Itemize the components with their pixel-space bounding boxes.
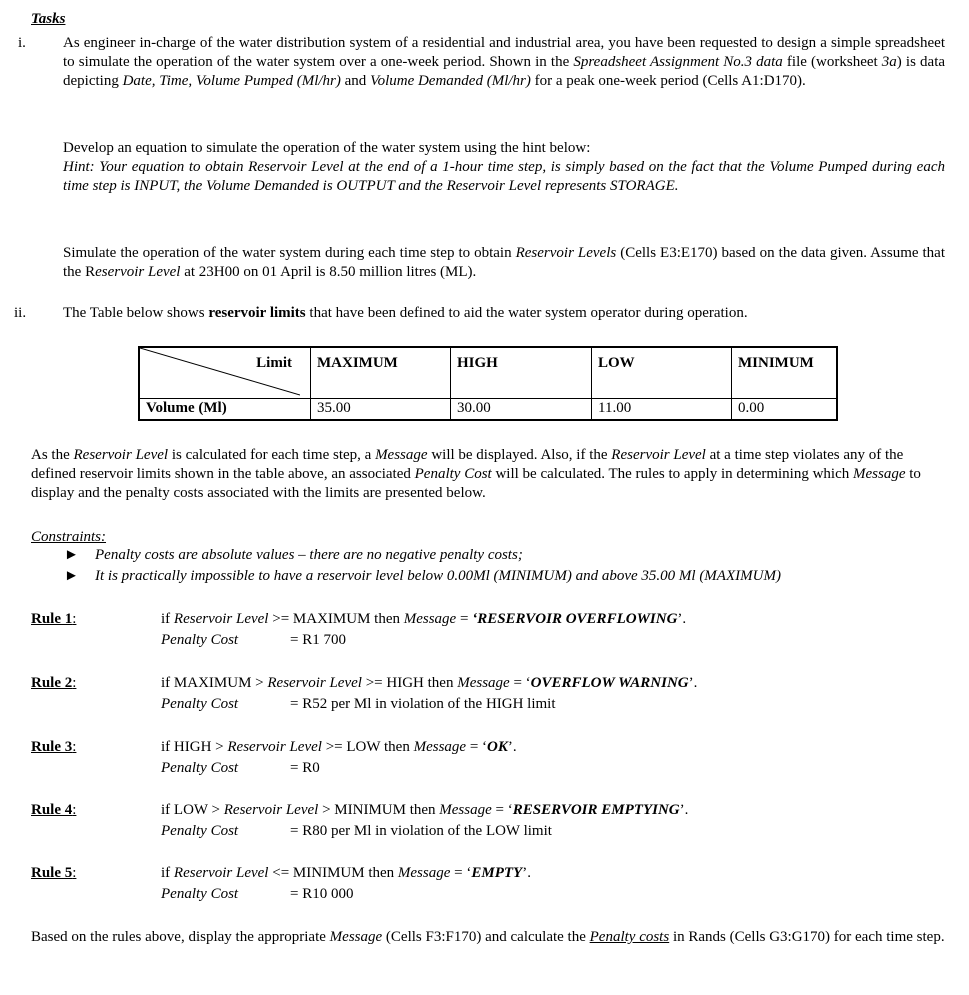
rule-label: Rule 1 [31, 611, 73, 627]
rule-label: Rule 2 [31, 675, 73, 691]
value-high: 30.00 [451, 399, 592, 421]
reservoir-limits-table [138, 346, 838, 421]
header-low: LOW [592, 347, 732, 399]
bullet-icon: ► [64, 547, 79, 563]
final-paragraph: Based on the rules above, display the appropriate Message (Cells F3:F170) and calculate the Penalty costs in Rands (Cells G3:G170) for each time step. [31, 929, 945, 945]
rule-condition: if MAXIMUM > Reservoir Level >= HIGH then Message = ‘OVERFLOW WARNING’. [161, 675, 698, 691]
rule-label: Rule 4 [31, 802, 73, 818]
value-minimum: 0.00 [732, 399, 838, 421]
header-minimum: MINIMUM [732, 347, 838, 399]
corner-label: Limit [256, 355, 292, 371]
header-high: HIGH [451, 347, 592, 399]
item-i-para2: Develop an equation to simulate the operation of the water system using the hint below: Hint: Your equation to obtain Reservoir Level at the end of a 1-hour time step, is simply based on the fact that the Volume Pumped during each time step is INPUT, the Volume Demanded is OUTPUT and the Reservoir Level represents STORAGE. [63, 140, 945, 194]
constraint-item: It is practically impossible to have a reservoir level below 0.00Ml (MINIMUM) and above 35.00 Ml (MAXIMUM) [95, 568, 781, 584]
penalty-value: = R10 000 [290, 886, 354, 902]
table-row [139, 399, 837, 421]
tasks-heading: Tasks [31, 11, 66, 27]
penalty-label: Penalty Cost [161, 823, 239, 839]
penalty-label: Penalty Cost [161, 696, 239, 712]
item-ii-text: The Table below shows reservoir limits that have been defined to aid the water system operator during operation. [63, 305, 748, 321]
item-i-marker: i. [18, 35, 26, 51]
item-i-para1: As engineer in-charge of the water distribution system of a residential and industrial area, you have been requested to design a simple spreadsheet to simulate the operation of the water system over a one-week period. Shown in the Spreadsheet Assignment No.3 data file (worksheet 3a) is data depicting Date, Time, Volume Pumped (Ml/hr) and Volume Demanded (Ml/hr) for a peak one-week period (Cells A1:D170). [63, 35, 946, 89]
header-maximum: MAXIMUM [311, 347, 451, 399]
penalty-label: Penalty Cost [161, 760, 239, 776]
penalty-value: = R0 [290, 760, 320, 776]
message-paragraph: As the Reservoir Level is calculated for each time step, a Message will be displayed. Also, if the Reservoir Level at a time step violates any of the defined reservoir limits shown in the table above, an associated Penalty Cost will be calculated. The rules to apply in determining which Message to display and the penalty costs associated with the limits are presented below. [31, 447, 921, 501]
constraints-heading: Constraints: [31, 529, 107, 545]
penalty-value: = R1 700 [290, 632, 346, 648]
rule-condition: if HIGH > Reservoir Level >= LOW then Message = ‘OK’. [161, 739, 517, 755]
rule-condition: if Reservoir Level <= MINIMUM then Message = ‘EMPTY’. [161, 865, 531, 881]
rule-condition: if Reservoir Level >= MAXIMUM then Message = ‘RESERVOIR OVERFLOWING’. [161, 611, 687, 627]
diagonal-divider [140, 348, 300, 398]
rule-condition: if LOW > Reservoir Level > MINIMUM then Message = ‘RESERVOIR EMPTYING’. [161, 802, 689, 818]
constraint-item: Penalty costs are absolute values – there are no negative penalty costs; [95, 547, 523, 563]
penalty-value: = R52 per Ml in violation of the HIGH limit [290, 696, 556, 712]
table-header-row [139, 347, 837, 399]
item-ii-marker: ii. [14, 305, 27, 321]
penalty-value: = R80 per Ml in violation of the LOW limit [290, 823, 552, 839]
rule-label: Rule 5 [31, 865, 73, 881]
value-low: 11.00 [592, 399, 732, 421]
row-label: Volume (Ml) [139, 399, 311, 421]
value-maximum: 35.00 [311, 399, 451, 421]
hint-text: Hint: Your equation to obtain Reservoir Level at the end of a 1-hour time step, is simply based on the fact that the Volume Pumped during each time step is INPUT, the Volume Demanded is OUTPUT and the Reservoir Level represents STORAGE. [63, 159, 945, 194]
penalty-label: Penalty Cost [161, 886, 239, 902]
item-i-para3: Simulate the operation of the water system during each time step to obtain Reservoir Levels (Cells E3:E170) based on the data given. Assume that the Reservoir Level at 23H00 on 01 April is 8.50 million litres (ML). [63, 245, 946, 280]
table-corner-cell [139, 347, 311, 399]
rule-label: Rule 3 [31, 739, 73, 755]
penalty-label: Penalty Cost [161, 632, 239, 648]
bullet-icon: ► [64, 568, 79, 584]
